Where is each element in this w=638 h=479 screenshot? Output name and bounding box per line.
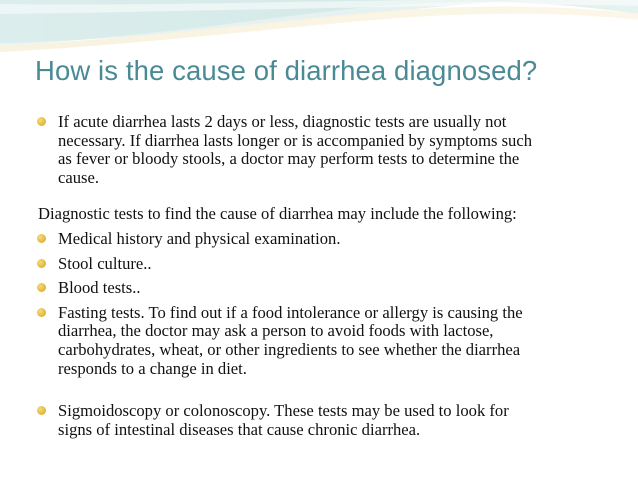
intro-line: If acute diarrhea lasts 2 days or less, diagnostic tests are usually not	[58, 112, 507, 131]
item-text: Stool culture..	[58, 253, 152, 273]
bullet-icon	[37, 117, 46, 126]
item-line: responds to a change in diet.	[58, 358, 247, 378]
item-text: Medical history and physical examination.	[58, 228, 341, 248]
bullet-icon	[37, 234, 46, 243]
item-line: diarrhea, the doctor may ask a person to avoid foods with lactose,	[58, 321, 494, 341]
list-item-fasting-tests	[36, 304, 604, 378]
bullet-icon	[37, 259, 46, 268]
slide-title: How is the cause of diarrhea diagnosed?	[35, 55, 538, 86]
list-item-medical-history	[36, 230, 604, 249]
intro-line: as fever or bloody stools, a doctor may perform tests to determine the	[58, 149, 520, 169]
intro-line: necessary. If diarrhea lasts longer or is accompanied by symptoms such	[58, 130, 533, 150]
subheading: Diagnostic tests to find the cause of diarrhea may include the following:	[38, 204, 517, 224]
bullet-icon	[37, 283, 46, 292]
item-line: signs of intestinal diseases that cause chronic diarrhea.	[58, 419, 421, 439]
list-item-blood-tests	[36, 279, 604, 298]
bullet-icon	[37, 406, 46, 415]
item-line: Fasting tests. To find out if a food intolerance or allergy is causing the	[58, 302, 523, 322]
item-line: Sigmoidoscopy or colonoscopy. These tests may be used to look for	[58, 401, 509, 421]
list-item-intro	[36, 113, 604, 187]
item-text: Blood tests..	[58, 278, 141, 298]
bullet-icon	[37, 308, 46, 317]
slide-body	[36, 113, 604, 439]
decorative-swoosh	[0, 0, 638, 60]
item-line: carbohydrates, wheat, or other ingredients to see whether the diarrhea	[58, 339, 521, 359]
intro-line: cause.	[58, 167, 99, 187]
list-item-stool-culture	[36, 255, 604, 274]
list-item-sigmoidoscopy	[36, 402, 604, 439]
